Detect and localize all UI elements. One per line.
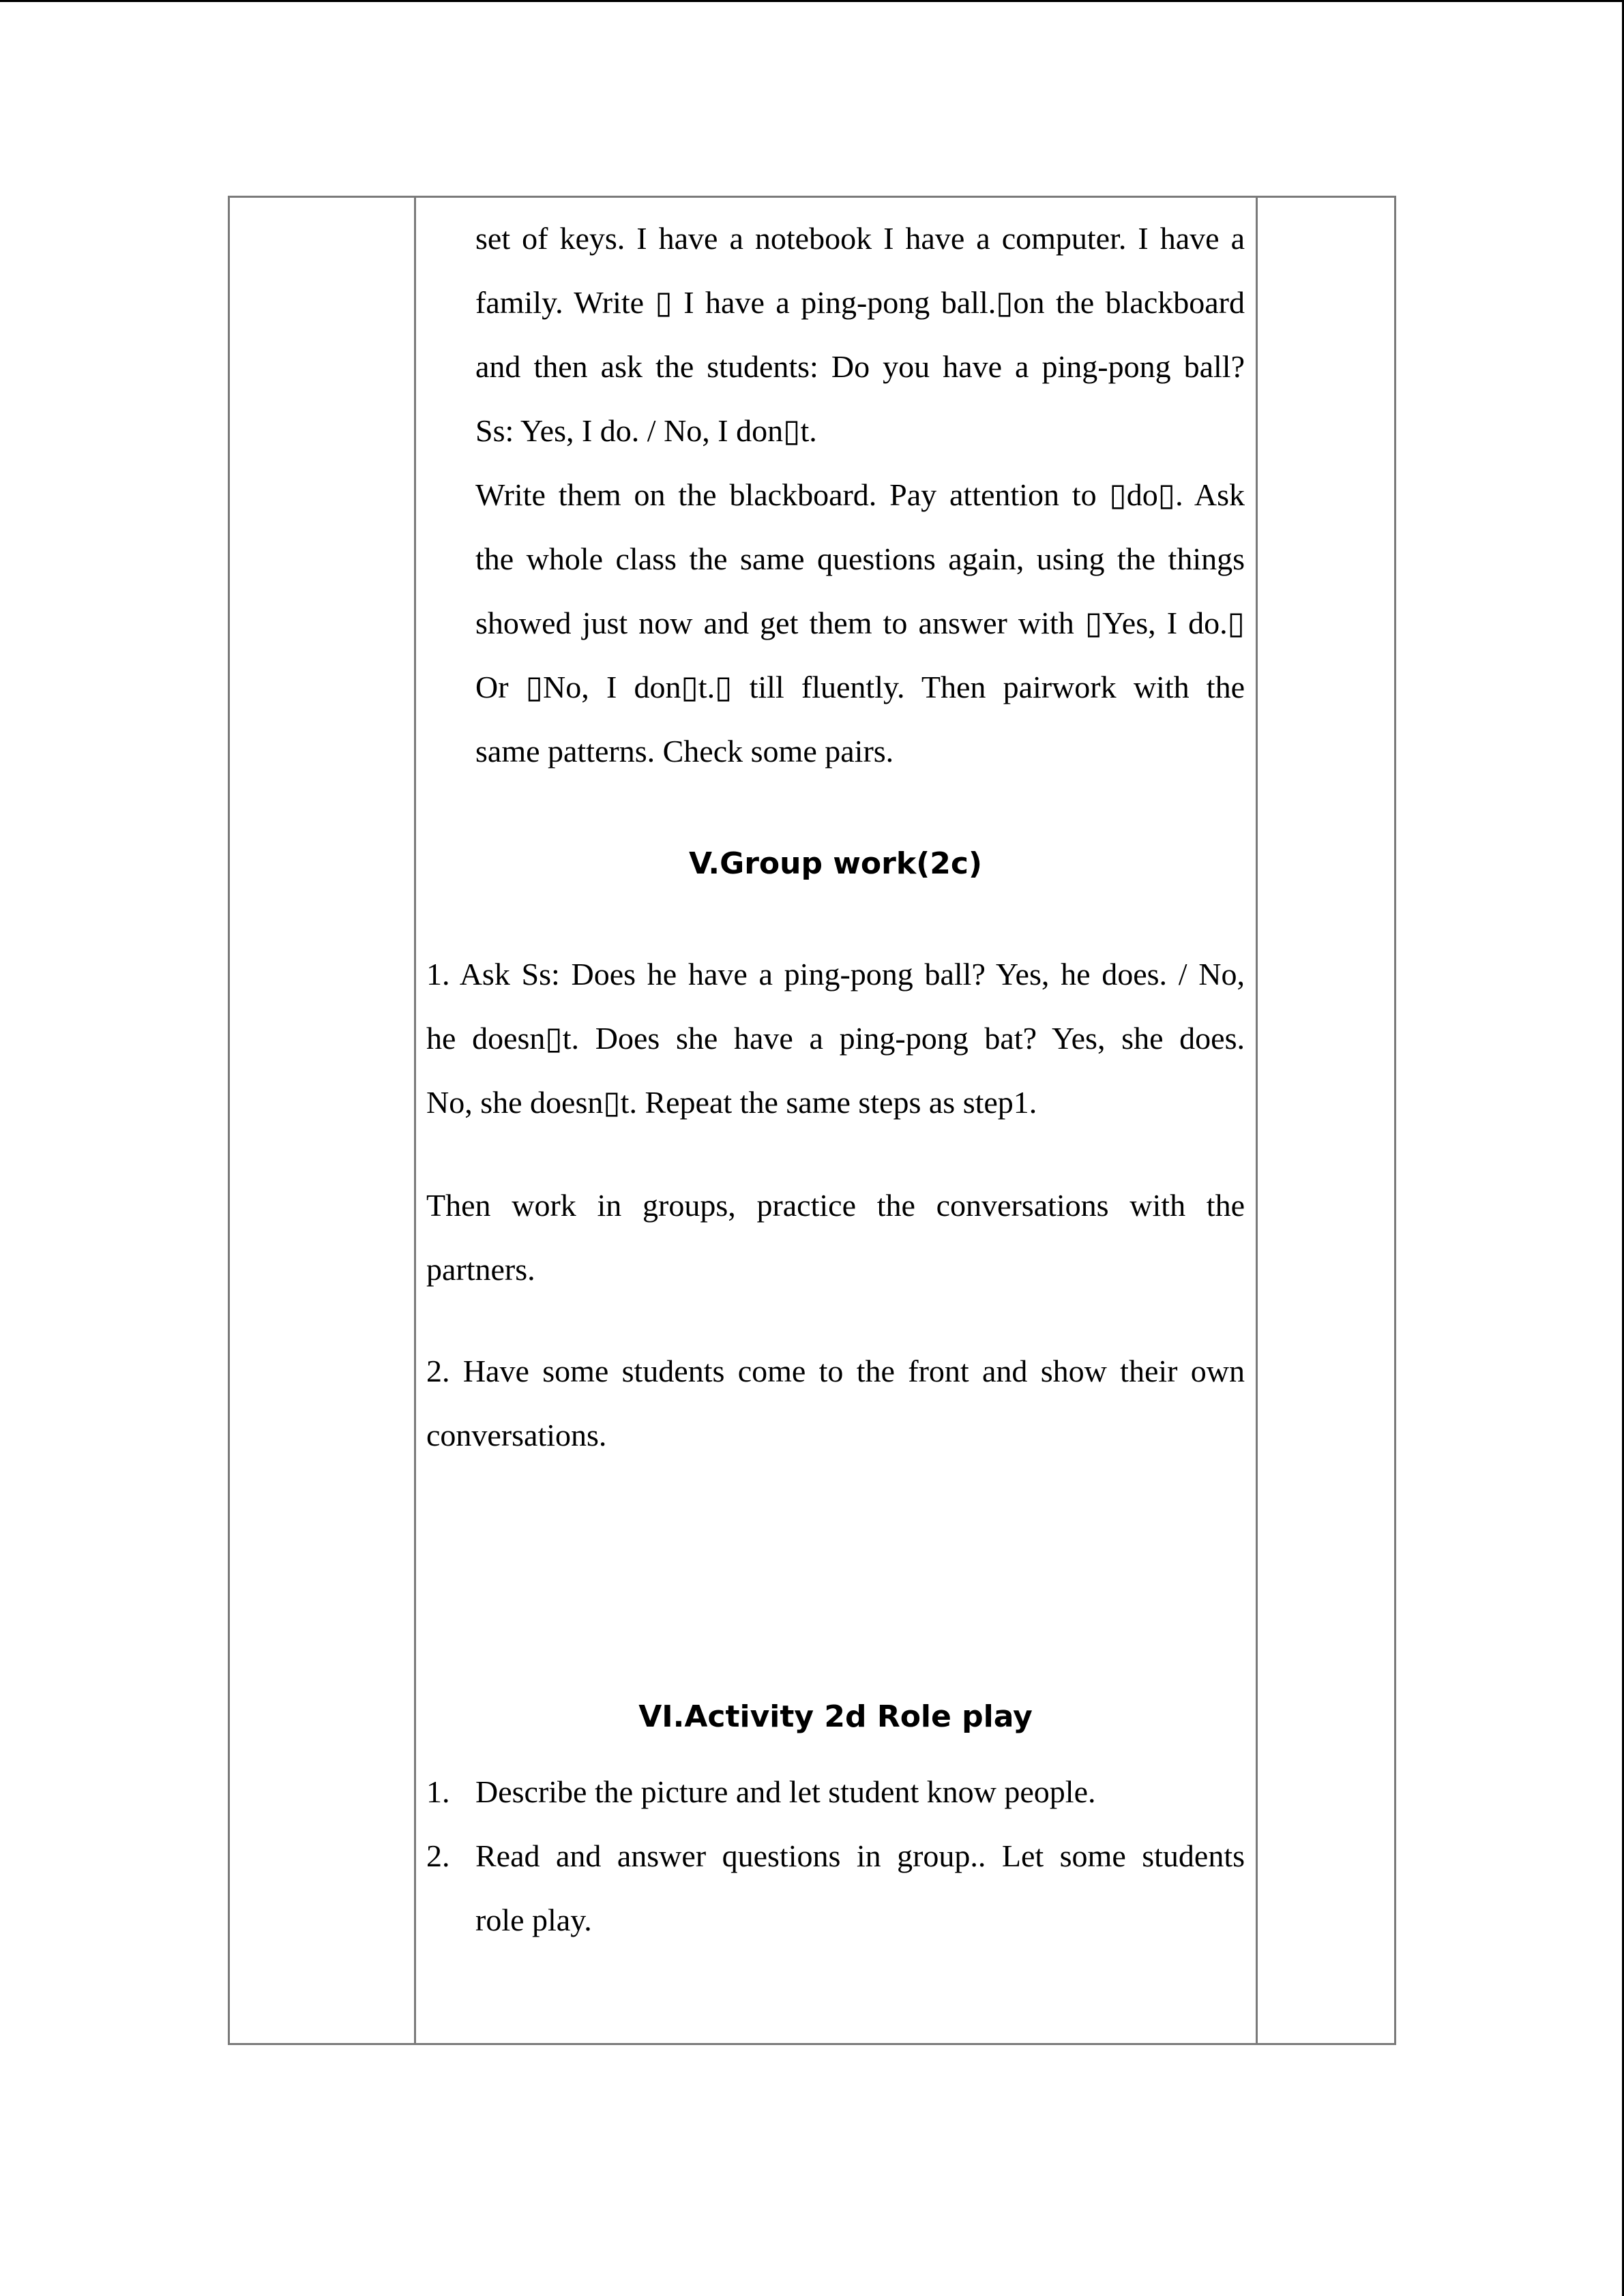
list-item-continuation: role play.: [475, 1903, 592, 1937]
section-heading-group-work: V.Group work(2c): [688, 846, 983, 881]
table-column-divider-right: [1256, 198, 1258, 2043]
procedure-line: 1. Ask Ss: Does he have a ping-pong ball? Yes, he does. / No,: [426, 957, 1245, 992]
section-heading-role-play: VI.Activity 2d Role play: [638, 1699, 1033, 1734]
procedure-line: the whole class the same questions again, using the things: [475, 541, 1245, 576]
table-column-divider-left: [414, 198, 416, 2043]
list-item: [426, 1836, 1245, 1877]
procedure-line: conversations.: [426, 1418, 607, 1452]
procedure-line: showed just now and get them to answer with ▯Yes, I do.▯: [475, 606, 1245, 640]
list-item: [426, 1772, 1245, 1813]
procedure-line: No, she doesn▯t. Repeat the same steps as step1.: [426, 1085, 1037, 1120]
procedure-line: Or ▯No, I don▯t.▯ till fluently. Then pairwork with the: [475, 670, 1245, 704]
list-item-number: 1.: [426, 1774, 450, 1809]
list-item-text: Describe the picture and let student know people.: [475, 1774, 1096, 1809]
procedure-line: Ss: Yes, I do. / No, I don▯t.: [475, 413, 817, 448]
procedure-line: partners.: [426, 1252, 535, 1287]
page-top-border: [0, 0, 1624, 2]
list-item-number: 2.: [426, 1838, 450, 1873]
procedure-line: he doesn▯t. Does she have a ping-pong bat? Yes, she does.: [426, 1021, 1245, 1056]
procedure-line: set of keys. I have a notebook I have a computer. I have a: [475, 221, 1245, 256]
list-item-text: Read and answer questions in group.. Let some students: [475, 1838, 1245, 1873]
procedure-line: Write them on the blackboard. Pay attention to ▯do▯. Ask: [475, 477, 1245, 512]
procedure-line: 2. Have some students come to the front and show their own: [426, 1354, 1245, 1388]
procedure-line: Then work in groups, practice the conversations with the: [426, 1188, 1245, 1223]
procedure-line: same patterns. Check some pairs.: [475, 734, 894, 769]
procedure-line: and then ask the students: Do you have a ping-pong ball?: [475, 349, 1245, 384]
procedure-line: family. Write ▯ I have a ping-pong ball.▯on the blackboard: [475, 285, 1245, 320]
